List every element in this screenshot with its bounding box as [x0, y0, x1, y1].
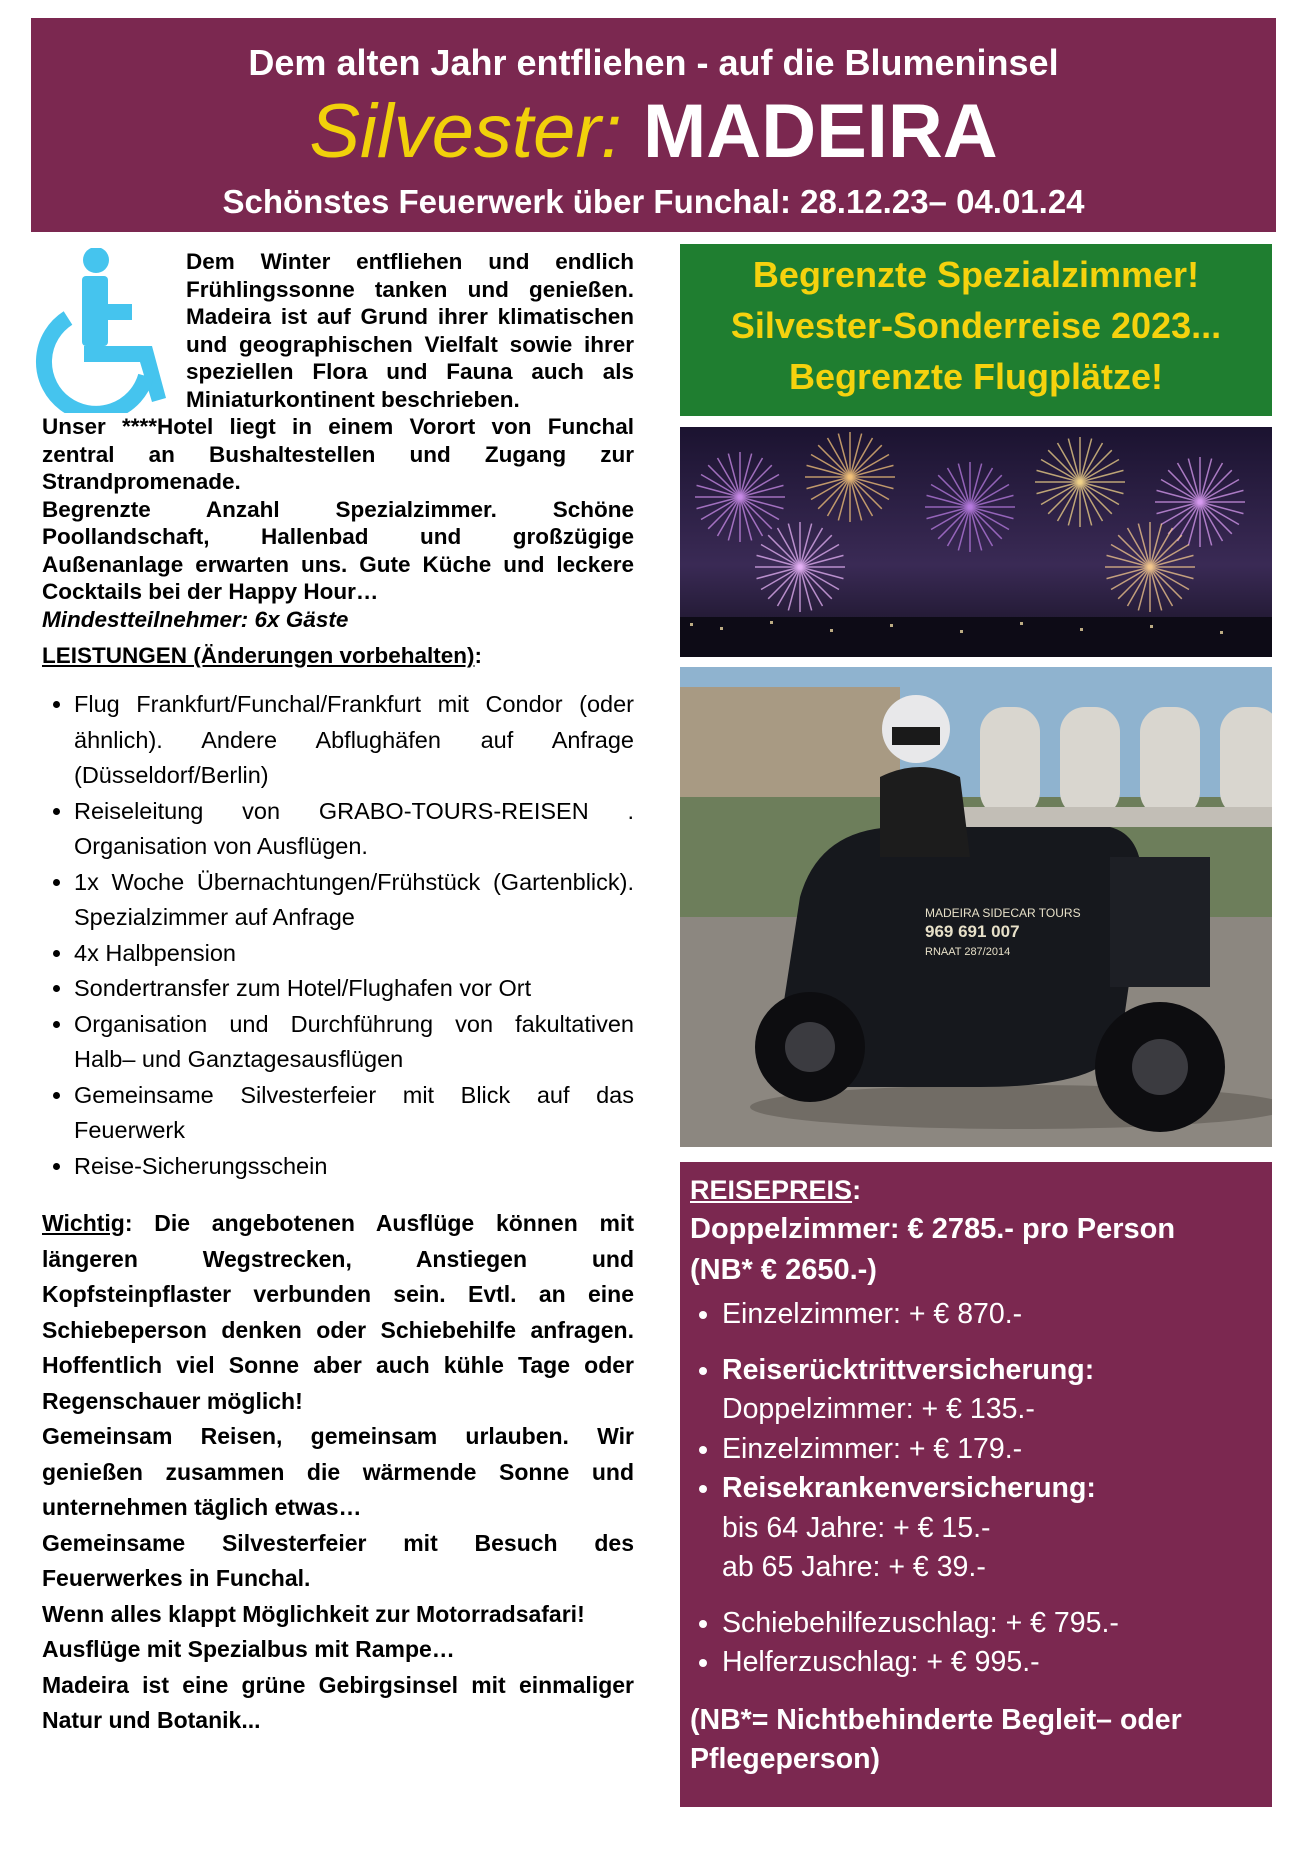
- sidecar-text-2: 969 691 007: [925, 922, 1020, 941]
- services-heading: [42, 643, 634, 669]
- intro-paragraph-3: Begrenzte Anzahl Spezialzimmer. Schöne Poollandschaft, Hallenbad und großzügige Außenanlage erwarten uns. Gute Küche und leckere Cocktails bei der Happy Hour…: [42, 496, 634, 604]
- services-heading-text: LEISTUNGEN (Änderungen vorbehalten): [42, 643, 475, 668]
- header-dates: Schönstes Feuerwerk über Funchal: 28.12.23– 04.01.24: [222, 183, 1085, 220]
- service-item: • Gemeinsame Silvesterfeier mit Blick auf das Feuerwerk: [74, 1078, 634, 1149]
- service-item: • Sondertransfer zum Hotel/Flughafen vor Ort: [74, 971, 634, 1007]
- price-box: [680, 1162, 1272, 1807]
- nature-paragraph: Madeira ist eine grüne Gebirgsinsel mit einmaliger Natur und Botanik...: [42, 1671, 634, 1733]
- cancellation-insurance-label: Reiserücktrittversicherung:: [722, 1353, 1095, 1386]
- health-over-65: ab 65 Jahre: + € 39.-: [722, 1551, 986, 1583]
- left-column: [42, 248, 634, 1739]
- title-silvester: Silvester:: [309, 89, 622, 174]
- intro-paragraph-1: Dem Winter entfliehen und endlich Frühlingssonne tanken und genießen. Madeira ist auf Grund ihrer klimatischen und geographischen Vielfalt sowie ihrer speziellen Flora und Fauna auch als Miniaturkontinent beschrieben.: [186, 249, 634, 412]
- health-insurance-label: Reisekrankenversicherung:: [722, 1472, 1096, 1504]
- wheelchair-icon: [34, 248, 174, 413]
- bus-paragraph: Ausflüge mit Spezialbus mit Rampe…: [42, 1636, 455, 1662]
- service-item: • Organisation und Durchführung von fakultativen Halb– und Ganztagesausflügen: [74, 1007, 634, 1078]
- service-item: • Reiseleitung von GRABO-TOURS-REISEN . Organisation von Ausflügen.: [74, 794, 634, 865]
- promo-box: [680, 244, 1272, 416]
- cancellation-insurance: [722, 1351, 1262, 1430]
- health-insurance: [722, 1469, 1262, 1588]
- service-item: • 4x Halbpension: [74, 936, 634, 972]
- promo-line-2: Silvester-Sonderreise 2023...: [730, 305, 1222, 346]
- health-under-64: bis 64 Jahre: + € 15.-: [722, 1511, 991, 1544]
- companion-price: (NB* € 2650.-): [690, 1254, 877, 1286]
- sidecar-text-1: MADEIRA SIDECAR TOURS: [925, 906, 1081, 920]
- header-tagline: Dem alten Jahr entfliehen - auf die Blumeninsel: [248, 42, 1059, 83]
- service-item: • Reise-Sicherungsschein: [74, 1149, 634, 1185]
- fireworks-photo: [680, 427, 1272, 657]
- service-item: • 1x Woche Übernachtungen/Frühstück (Gartenblick). Spezialzimmer auf Anfrage: [74, 865, 634, 936]
- important-notes: [42, 1206, 634, 1739]
- intro-paragraph-2: Unser ****Hotel liegt in einem Vorort von Funchal zentral an Bushaltestellen und Zugang zur Strandpromenade.: [42, 414, 634, 494]
- price-heading-colon: :: [852, 1175, 862, 1205]
- push-assist-surcharge: • Schiebehilfezuschlag: + € 795.-: [722, 1604, 1262, 1644]
- together-paragraph: Gemeinsam Reisen, gemeinsam urlauben. Wir genießen zusammen die wärmende Sonne und unternehmen täglich etwas…: [42, 1423, 634, 1520]
- price-heading: [690, 1171, 1262, 1209]
- price-list: [690, 1295, 1262, 1683]
- cancellation-double: Doppelzimmer: + € 135.-: [722, 1393, 1035, 1425]
- double-room-price: Doppelzimmer: € 2785.- pro Person: [690, 1213, 1176, 1245]
- important-paragraph: [42, 1206, 634, 1419]
- header-title: [31, 90, 1276, 174]
- important-text: : Die angebotenen Ausflüge können mit längeren Wegstrecken, Anstiegen und Kopfsteinpflaster verbunden sein. Evtl. an eine Schiebeperson denken oder Schiebehilfe anfragen. Hoffentlich viel Sonne aber auch kühle Tage oder Regenschauer möglich!: [42, 1210, 634, 1414]
- price-footnote: (NB*= Nichtbehinderte Begleit– oder Pflegeperson): [690, 1703, 1182, 1775]
- cancellation-single: • Einzelzimmer: + € 179.-: [722, 1430, 1262, 1470]
- promo-line-3: Begrenzte Flugplätze!: [788, 356, 1164, 397]
- single-room-surcharge: • Einzelzimmer: + € 870.-: [722, 1295, 1262, 1335]
- price-heading-text: REISEPREIS: [690, 1175, 853, 1205]
- intro-text: [42, 248, 634, 633]
- helper-surcharge: • Helferzuschlag: + € 995.-: [722, 1643, 1262, 1683]
- motorbike-paragraph: Wenn alles klappt Möglichkeit zur Motorradsafari!: [42, 1600, 585, 1627]
- min-participants: Mindestteilnehmer: 6x Gäste: [42, 606, 349, 632]
- newyear-paragraph: Gemeinsame Silvesterfeier mit Besuch des Feuerwerkes in Funchal.: [42, 1529, 634, 1591]
- sidecar-photo: [680, 667, 1272, 1147]
- services-heading-colon: :: [474, 643, 483, 668]
- promo-line-1: Begrenzte Spezialzimmer!: [752, 254, 1200, 295]
- sidecar-text-3: RNAAT 287/2014: [925, 946, 1011, 958]
- important-label: Wichtig: [42, 1210, 125, 1236]
- service-item: • Flug Frankfurt/Funchal/Frankfurt mit Condor (oder ähnlich). Andere Abflughäfen auf Anfrage (Düsseldorf/Berlin): [74, 687, 634, 794]
- services-list: [42, 687, 634, 1184]
- title-madeira: MADEIRA: [643, 89, 998, 174]
- header-banner: [31, 18, 1276, 232]
